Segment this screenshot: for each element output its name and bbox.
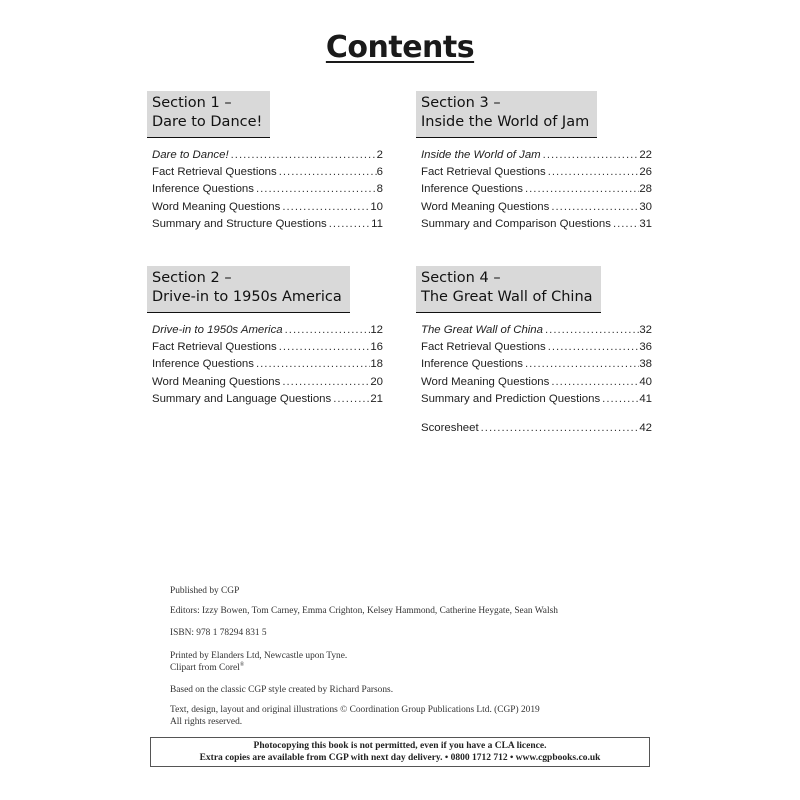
section-number: Section 1 –	[152, 95, 232, 111]
leader-dots	[549, 199, 639, 216]
toc-entry-title: Inference Questions	[421, 358, 523, 371]
imprint-published: Published by CGP	[170, 586, 240, 596]
toc-entry-title: Fact Retrieval Questions	[421, 341, 546, 354]
section-title: The Great Wall of China	[421, 289, 593, 305]
toc-entry[interactable]	[152, 164, 383, 181]
toc-entry-page: 12	[370, 324, 383, 336]
toc-entry[interactable]	[421, 322, 652, 339]
imprint-isbn: ISBN: 978 1 78294 831 5	[170, 628, 267, 638]
section-1	[147, 91, 383, 233]
section-entries	[147, 322, 383, 408]
toc-entry[interactable]	[421, 374, 652, 391]
leader-dots	[543, 322, 639, 339]
leader-dots	[611, 216, 639, 233]
notice-line-1: Photocopying this book is not permitted, even if you have a CLA licence.	[253, 741, 547, 751]
toc-entry[interactable]	[421, 339, 652, 356]
toc-entry-title: Dare to Dance!	[152, 149, 229, 161]
toc-entry-title: Word Meaning Questions	[152, 375, 281, 388]
toc-entry-page: 11	[371, 217, 383, 230]
imprint-style: Based on the classic CGP style created by Richard Parsons.	[170, 685, 394, 695]
photocopy-notice	[150, 737, 650, 767]
toc-entry[interactable]	[152, 356, 383, 373]
section-4	[416, 266, 652, 437]
toc-entry-page: 38	[639, 358, 652, 371]
registered-mark: ®	[239, 661, 245, 668]
toc-entry-title: Inference Questions	[152, 183, 254, 196]
leader-dots	[546, 164, 640, 181]
toc-entry-page: 6	[376, 166, 383, 179]
toc-entry-title: Inference Questions	[421, 183, 523, 196]
toc-entry-page: 2	[376, 149, 383, 161]
toc-entry-page: 10	[370, 200, 383, 213]
section-title: Inside the World of Jam	[421, 114, 590, 130]
toc-entry-page: 40	[639, 375, 652, 388]
toc-entry[interactable]	[152, 339, 383, 356]
leader-dots	[283, 322, 371, 339]
toc-entry-page: 30	[639, 200, 652, 213]
toc-entry[interactable]	[421, 164, 652, 181]
imprint-editors: Editors: Izzy Bowen, Tom Carney, Emma Crighton, Kelsey Hammond, Catherine Heygate, Sean Walsh	[170, 606, 558, 616]
toc-entry[interactable]	[152, 181, 383, 198]
section-3	[416, 91, 652, 233]
toc-entry[interactable]	[421, 199, 652, 216]
toc-entry-title: Fact Retrieval Questions	[152, 341, 277, 354]
toc-entry[interactable]	[421, 356, 652, 373]
leader-dots	[523, 356, 639, 373]
toc-entry-scoresheet[interactable]	[421, 420, 652, 437]
leader-dots	[549, 374, 639, 391]
toc-entry[interactable]	[421, 147, 652, 164]
toc-entry-title: Word Meaning Questions	[421, 375, 550, 388]
leader-dots	[277, 164, 377, 181]
toc-entry-page: 21	[370, 392, 383, 405]
toc-entry-title: Summary and Prediction Questions	[421, 392, 601, 405]
leader-dots	[479, 420, 640, 437]
toc-entry-title: Drive-in to 1950s America	[152, 324, 283, 336]
leader-dots	[546, 339, 640, 356]
section-title: Drive-in to 1950s America	[152, 289, 342, 305]
section-2	[147, 266, 383, 408]
toc-entry-page: 36	[639, 341, 652, 354]
toc-entry-page: 16	[370, 341, 383, 354]
toc-entry-page: 18	[370, 358, 383, 371]
toc-entry-page: 32	[639, 324, 652, 336]
toc-entry-title: Summary and Structure Questions	[152, 217, 327, 230]
toc-entry-title: Fact Retrieval Questions	[152, 166, 277, 179]
leader-dots	[541, 147, 640, 164]
toc-entry-page: 26	[639, 166, 652, 179]
toc-entry-title: Summary and Comparison Questions	[421, 217, 611, 230]
toc-entry-page: 31	[639, 217, 652, 230]
section-title: Dare to Dance!	[152, 114, 263, 130]
imprint-copyright: Text, design, layout and original illustrations © Coordination Group Publications Ltd. (CGP) 2019 All rights reserved.	[170, 705, 540, 727]
toc-entry-title: Inference Questions	[152, 358, 254, 371]
toc-entry-page: 42	[639, 421, 652, 434]
toc-entry[interactable]	[421, 391, 652, 408]
toc-entry-title: Inside the World of Jam	[421, 149, 541, 161]
toc-entry[interactable]	[152, 322, 383, 339]
imprint-clipart: Clipart from Corel®	[170, 661, 245, 673]
section-entries	[147, 147, 383, 233]
section-header	[416, 91, 597, 138]
toc-entry[interactable]	[152, 216, 383, 233]
leader-dots	[254, 356, 370, 373]
toc-entry-title: Summary and Language Questions	[152, 392, 332, 405]
toc-entry[interactable]	[152, 147, 383, 164]
toc-entry-page: 28	[639, 183, 652, 196]
toc-entry[interactable]	[152, 391, 383, 408]
toc-entry-title: Fact Retrieval Questions	[421, 166, 546, 179]
section-entries	[416, 322, 652, 437]
toc-entry-page: 20	[370, 375, 383, 388]
section-number: Section 2 –	[152, 270, 232, 286]
toc-entry-page: 8	[376, 183, 383, 196]
toc-entry[interactable]	[421, 216, 652, 233]
toc-entry-page: 22	[639, 149, 652, 161]
section-header	[416, 266, 601, 313]
notice-line-2: Extra copies are available from CGP with next day delivery. • 0800 1712 712 • www.cgpbooks.co.uk	[199, 753, 601, 763]
toc-entry-title: Scoresheet	[421, 421, 479, 434]
toc-entry-page: 41	[639, 392, 652, 405]
leader-dots	[280, 374, 370, 391]
section-number: Section 3 –	[421, 95, 501, 111]
imprint-printing: Printed by Elanders Ltd, Newcastle upon Tyne. Clipart from Corel®	[170, 651, 650, 674]
leader-dots	[331, 391, 370, 408]
leader-dots	[229, 147, 377, 164]
page-title: Contents	[325, 30, 475, 65]
toc-entry-title: Word Meaning Questions	[421, 200, 550, 213]
toc-entry[interactable]	[152, 199, 383, 216]
section-header	[147, 91, 270, 138]
toc-entry-title: Word Meaning Questions	[152, 200, 281, 213]
section-entries	[416, 147, 652, 233]
toc-entry[interactable]	[421, 181, 652, 198]
leader-dots	[280, 199, 370, 216]
section-number: Section 4 –	[421, 270, 501, 286]
toc-entry[interactable]	[152, 374, 383, 391]
leader-dots	[327, 216, 371, 233]
leader-dots	[523, 181, 639, 198]
leader-dots	[600, 391, 639, 408]
leader-dots	[277, 339, 371, 356]
leader-dots	[254, 181, 377, 198]
toc-entry-title: The Great Wall of China	[421, 324, 543, 336]
section-header	[147, 266, 350, 313]
